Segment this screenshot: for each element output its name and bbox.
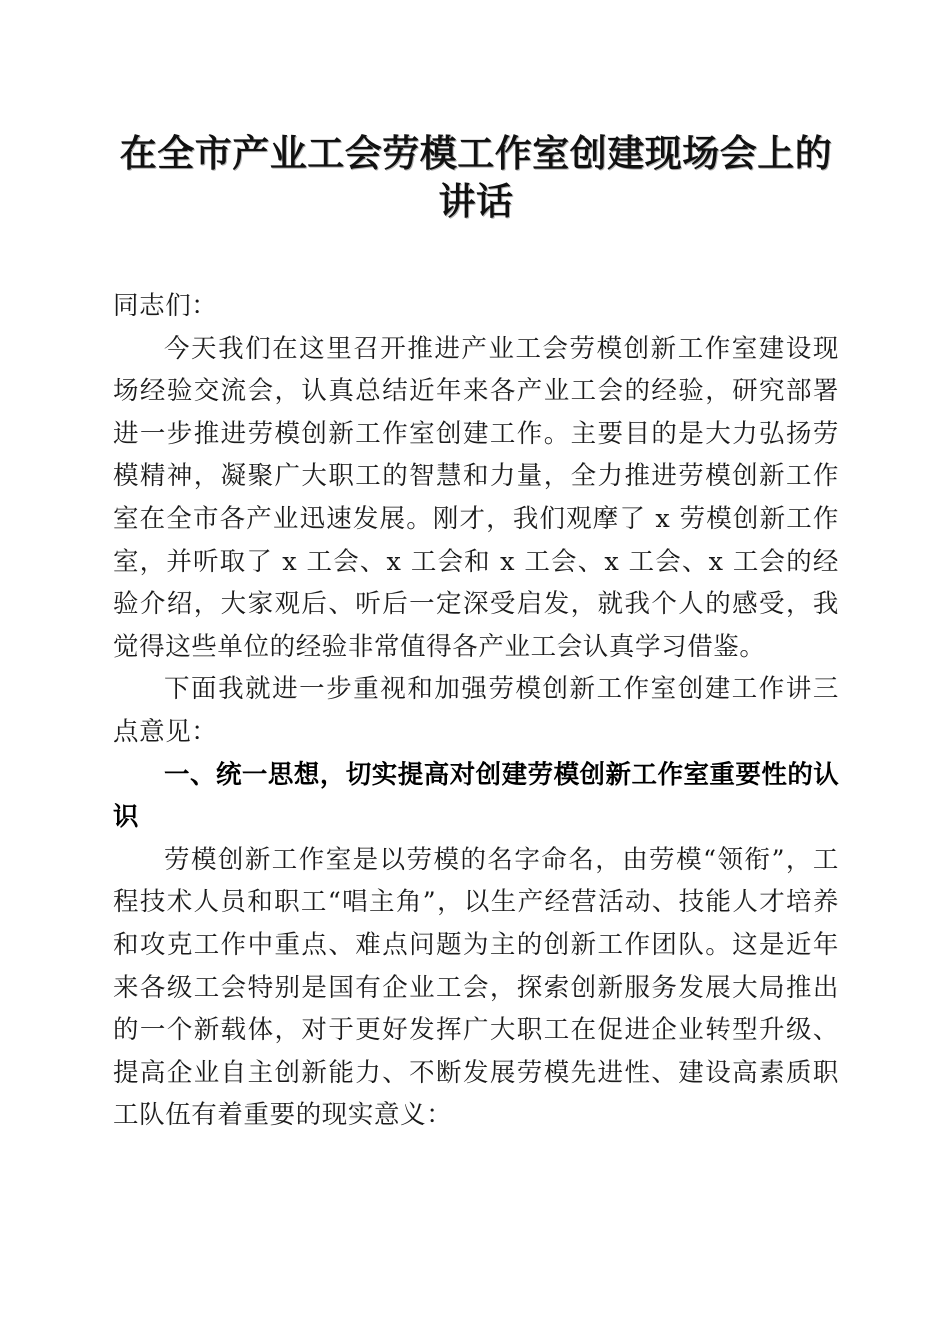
- title-body-spacer: [113, 227, 839, 285]
- document-body: [113, 0, 839, 1137]
- salutation: 同志们：: [113, 291, 218, 321]
- document-title: 在全市产业工会劳模工作室创建现场会上的讲话: [119, 134, 833, 223]
- intro-paragraph-2: 下面我就进一步重视和加强劳模创新工作室创建工作讲三点意见：: [113, 674, 839, 747]
- section-1-paragraph-1: 劳模创新工作室是以劳模的名字命名，由劳模“领衔”，工程技术人员和职工“唱主角”，以生产经营活动、技能人才培养和攻克工作中重点、难点问题为主的创新工作团队。这是近年来各级工会特别是国有企业工会，探索创新服务发展大局推出的一个新载体，对于更好发挥广大职工在促进企业转型升级、提高企业自主创新能力、不断发展劳模先进性、建设高素质职工队伍有着重要的现实意义：: [113, 844, 839, 1131]
- intro-paragraph-1: 今天我们在这里召开推进产业工会劳模创新工作室建设现场经验交流会，认真总结近年来各产业工会的经验，研究部署进一步推进劳模创新工作室创建工作。主要目的是大力弘扬劳模精神，凝聚广大职工的智慧和力量，全力推进劳模创新工作室在全市各产业迅速发展。刚才，我们观摩了 x 劳模创新工作室，并听取了 x 工会、x 工会和 x 工会、x 工会、x 工会的经验介绍，大家观后、听后一定深受启发，就我个人的感受，我觉得这些单位的经验非常值得各产业工会认真学习借鉴。: [113, 333, 839, 662]
- section-heading-1: 一、统一思想，切实提高对创建劳模创新工作室重要性的认识: [113, 760, 839, 832]
